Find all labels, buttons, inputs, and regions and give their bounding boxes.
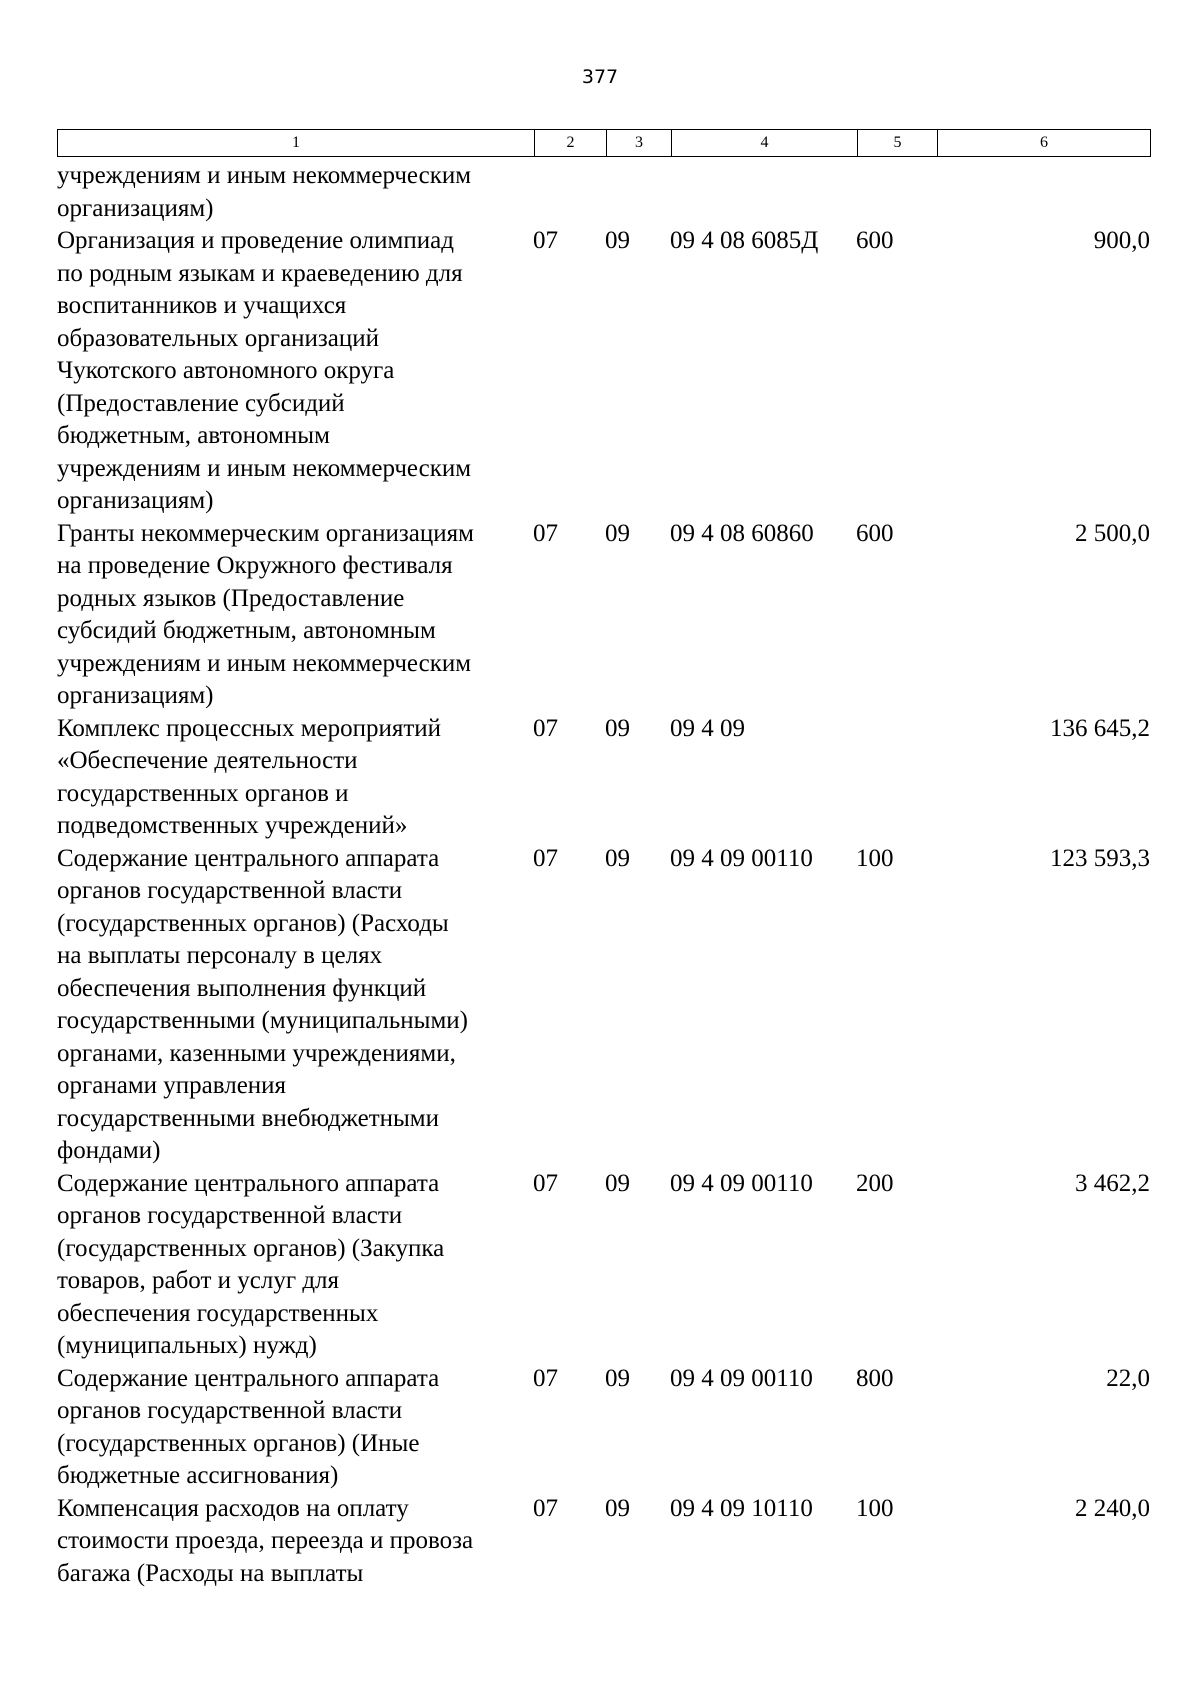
- row-name: учреждениям и иным некоммерческим организациям): [57, 162, 472, 222]
- table-row: [57, 160, 1150, 225]
- row-name: Содержание центрального аппарата органов государственной власти (государственных органов) (Иные бюджетные ассигнования): [57, 1364, 440, 1489]
- header-row: [58, 130, 1151, 157]
- row-section: 07: [533, 1494, 558, 1522]
- row-amount: 136 645,2: [1050, 714, 1150, 742]
- header-col-3: 3: [607, 130, 672, 157]
- row-expense-type: 600: [856, 519, 894, 547]
- table-row: [57, 518, 1150, 713]
- row-expense-type: 100: [856, 844, 894, 872]
- table-row: [57, 843, 1150, 1168]
- row-subsection: 09: [605, 1364, 630, 1392]
- row-section: 07: [533, 519, 558, 547]
- row-section: 07: [533, 227, 558, 254]
- row-subsection: 09: [605, 1169, 630, 1197]
- row-target-code: 09 4 08 6085Д: [670, 227, 819, 254]
- row-target-code: 09 4 08 60860: [670, 519, 814, 547]
- row-subsection: 09: [605, 519, 630, 547]
- row-name: Компенсация расходов на оплату стоимости проезда, переезда и провоза багажа (Расходы на выплаты: [57, 1494, 474, 1587]
- row-expense-type: 200: [856, 1169, 894, 1197]
- row-amount: 22,0: [1106, 1364, 1150, 1392]
- row-subsection: 09: [605, 844, 630, 872]
- row-target-code: 09 4 09: [670, 714, 745, 742]
- row-section: 07: [533, 1169, 558, 1197]
- header-col-5: 5: [858, 130, 938, 157]
- row-amount: 3 462,2: [1075, 1169, 1150, 1197]
- row-amount: 2 240,0: [1075, 1494, 1150, 1522]
- row-name: Содержание центрального аппарата органов государственной власти (государственных органов) (Закупка товаров, работ и услуг для обеспечения государственных (муниципальных) нужд): [57, 1169, 445, 1359]
- row-amount: 123 593,3: [1050, 844, 1150, 872]
- table-row: [57, 713, 1150, 843]
- row-amount: 900,0: [1093, 227, 1150, 254]
- row-target-code: 09 4 09 10110: [670, 1494, 813, 1522]
- row-target-code: 09 4 09 00110: [670, 1364, 813, 1392]
- table-row: [57, 225, 1150, 518]
- row-section: 07: [533, 844, 558, 872]
- header-col-1: 1: [58, 130, 535, 157]
- row-section: 07: [533, 1364, 558, 1392]
- row-expense-type: 100: [856, 1494, 894, 1522]
- row-target-code: 09 4 09 00110: [670, 1169, 813, 1197]
- table-body: [57, 160, 1150, 1590]
- row-target-code: 09 4 09 00110: [670, 844, 813, 872]
- table-header: [57, 129, 1151, 157]
- row-name: Комплекс процессных мероприятий «Обеспечение деятельности государственных органов и подведомственных учреждений»: [57, 714, 442, 839]
- row-amount: 2 500,0: [1075, 519, 1150, 547]
- table-row: [57, 1168, 1150, 1363]
- row-name: Содержание центрального аппарата органов государственной власти (государственных органов) (Расходы на выплаты персоналу в целях обеспечения выполнения функций государственными (муниципальными) органами, казенными учреждениями, органами управления государственными внебюджетными фондами): [57, 844, 468, 1164]
- page-number: 377: [581, 66, 619, 88]
- header-col-2: 2: [535, 130, 607, 157]
- row-section: 07: [533, 714, 558, 742]
- header-col-6: 6: [938, 130, 1151, 157]
- row-expense-type: 600: [856, 227, 894, 254]
- table-row: [57, 1363, 1150, 1493]
- row-subsection: 09: [605, 1494, 630, 1522]
- row-subsection: 09: [605, 714, 630, 742]
- table-row: [57, 1493, 1150, 1591]
- row-subsection: 09: [605, 227, 630, 254]
- row-name: Гранты некоммерческим организациям на проведение Окружного фестиваля родных языков (Предоставление субсидий бюджетным, автономным учреждениям и иным некоммерческим организациям): [57, 519, 474, 709]
- row-expense-type: 800: [856, 1364, 894, 1392]
- header-col-4: 4: [672, 130, 858, 157]
- row-name: Организация и проведение олимпиад по родным языкам и краеведению для воспитанников и учащихся образовательных организаций Чукотского автономного округа (Предоставление субсидий бюджетным, автономным учреждениям и иным некоммерческим организациям): [57, 227, 472, 514]
